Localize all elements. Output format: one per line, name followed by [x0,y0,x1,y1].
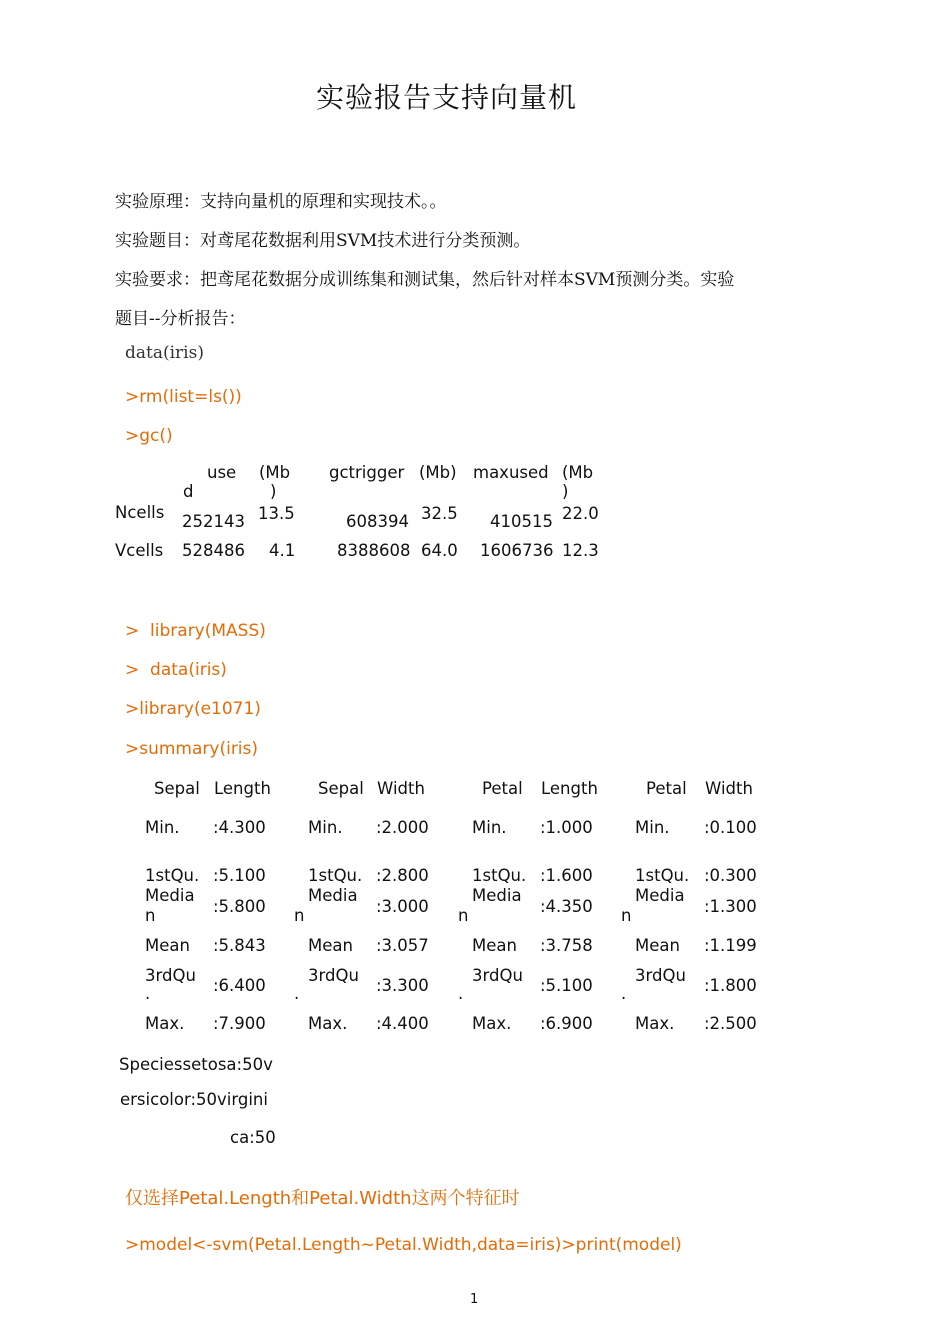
gc-vcells-used: 528486 [182,541,245,560]
summary-header-a: Petal [482,779,523,798]
stat-label-median-bottom: n [621,906,632,925]
cmd-summary: >summary(iris) [125,739,259,759]
stat-value: :4.300 [213,818,266,837]
gc-header-mb2: (Mb) [419,463,457,482]
gc-vcells-gctrigger: 8388608 [337,541,411,560]
gc-header-used-top: use [207,463,237,482]
stat-value: :6.900 [540,1014,593,1033]
summary-header-b: Length [541,779,598,798]
principle-line: 实验原理：支持向量机的原理和实现技术。。 [115,192,447,212]
cmd-model: >model<-svm(Petal.Length~Petal.Width,data=iris)>print(model) [125,1235,682,1255]
cmd-library-mass: > library(MASS) [125,621,266,641]
summary-header-b: Length [214,779,271,798]
stat-label-q3-bottom: . [458,984,464,1003]
stat-value: :2.000 [376,818,429,837]
species-line-1: Speciessetosa:50v [119,1055,273,1074]
page-number: 1 [470,1292,479,1307]
stat-value: :2.800 [376,866,429,885]
cmd-library-e1071: >library(e1071) [125,699,261,719]
stat-label-median-bottom: n [458,906,469,925]
summary-header-a: Petal [646,779,687,798]
stat-label-q1: 1stQu. [145,866,200,885]
stat-label-q3-top: 3rdQu [635,966,686,985]
stat-label-median-bottom: n [145,906,156,925]
stat-label-q1: 1stQu. [472,866,527,885]
stat-value: :1.300 [704,897,757,916]
gc-header-mb3-bottom: ) [562,482,569,501]
stat-label-mean: Mean [635,936,680,955]
stat-label-median-top: Media [635,886,685,905]
stat-value: :3.000 [376,897,429,916]
stat-value: :6.400 [213,976,266,995]
stat-value: :3.758 [540,936,593,955]
gc-ncells-maxused: 410515 [490,512,553,531]
petal-only-heading: 仅选择Petal.Length和Petal.Width这两个特征时 [125,1188,520,1209]
code-data-iris: data(iris) [125,343,204,363]
stat-label-min: Min. [145,818,180,837]
stat-value: :3.057 [376,936,429,955]
stat-label-q3-top: 3rdQu [472,966,523,985]
stat-value: :1.800 [704,976,757,995]
stat-value: :5.800 [213,897,266,916]
gc-ncells-used: 252143 [182,512,245,531]
gc-vcells-label: Vcells [115,541,164,560]
stat-value: :4.400 [376,1014,429,1033]
stat-value: :0.300 [704,866,757,885]
gc-vcells-mb3: 12.3 [562,541,599,560]
stat-label-q3-bottom: . [145,984,151,1003]
stat-label-max: Max. [145,1014,185,1033]
stat-value: :5.100 [213,866,266,885]
summary-header-a: Sepal [154,779,200,798]
gc-ncells-mb3: 22.0 [562,504,599,523]
stat-label-max: Max. [308,1014,348,1033]
stat-label-max: Max. [635,1014,675,1033]
species-line-3: ca:50 [230,1128,276,1147]
stat-label-min: Min. [472,818,507,837]
requirement-line-2: 题目--分析报告： [115,309,246,329]
summary-header-b: Width [377,779,425,798]
summary-header-b: Width [705,779,753,798]
stat-value: :2.500 [704,1014,757,1033]
stat-label-q1: 1stQu. [308,866,363,885]
gc-vcells-mb2: 64.0 [421,541,458,560]
stat-label-q3-bottom: . [294,984,300,1003]
stat-label-min: Min. [635,818,670,837]
gc-ncells-gctrigger: 608394 [346,512,409,531]
gc-header-mb3-clip [560,482,580,501]
stat-label-median-top: Media [472,886,522,905]
gc-header-used-clip [180,482,220,501]
cmd-data-iris: > data(iris) [125,660,227,680]
stat-label-q3-top: 3rdQu [308,966,359,985]
gc-ncells-mb1: 13.5 [258,504,295,523]
species-line-2: ersicolor:50virgini [120,1090,268,1109]
gc-header-used-bottom: d [183,482,194,501]
stat-value: :3.300 [376,976,429,995]
gc-header-gctrigger: gctrigger [329,463,405,482]
cmd-rm: >rm(list=ls()) [125,387,242,407]
stat-value: :5.100 [540,976,593,995]
stat-label-median-top: Media [308,886,358,905]
stat-label-q3-bottom: . [621,984,627,1003]
stat-value: :4.350 [540,897,593,916]
stat-value: :0.100 [704,818,757,837]
gc-vcells-mb1: 4.1 [269,541,296,560]
gc-header-mb1-bottom: ) [270,482,277,501]
gc-header-mb3-top: (Mb [562,463,594,482]
stat-value: :1.199 [704,936,757,955]
summary-header-a: Sepal [318,779,364,798]
stat-value: :7.900 [213,1014,266,1033]
stat-label-mean: Mean [308,936,353,955]
stat-value: :1.000 [540,818,593,837]
stat-value: :1.600 [540,866,593,885]
stat-label-median-top: Media [145,886,195,905]
stat-label-max: Max. [472,1014,512,1033]
gc-header-mb1-clip [268,482,288,501]
stat-label-q1: 1stQu. [635,866,690,885]
requirement-line-1: 实验要求：把鸢尾花数据分成训练集和测试集，然后针对样本SVM预测分类。实验 [115,270,735,290]
gc-ncells-mb2: 32.5 [421,504,458,523]
gc-vcells-maxused: 1606736 [480,541,554,560]
stat-label-median-bottom: n [294,906,305,925]
topic-line: 实验题目：对鸢尾花数据利用SVM技术进行分类预测。 [115,231,531,251]
stat-label-mean: Mean [145,936,190,955]
stat-label-min: Min. [308,818,343,837]
stat-label-q3-top: 3rdQu [145,966,196,985]
stat-value: :5.843 [213,936,266,955]
gc-header-mb1-top: (Mb [259,463,291,482]
gc-header-maxused: maxused [473,463,549,482]
cmd-gc: >gc() [125,426,173,446]
gc-ncells-label: Ncells [115,503,165,522]
stat-label-mean: Mean [472,936,517,955]
page-title: 实验报告支持向量机 [316,81,578,114]
